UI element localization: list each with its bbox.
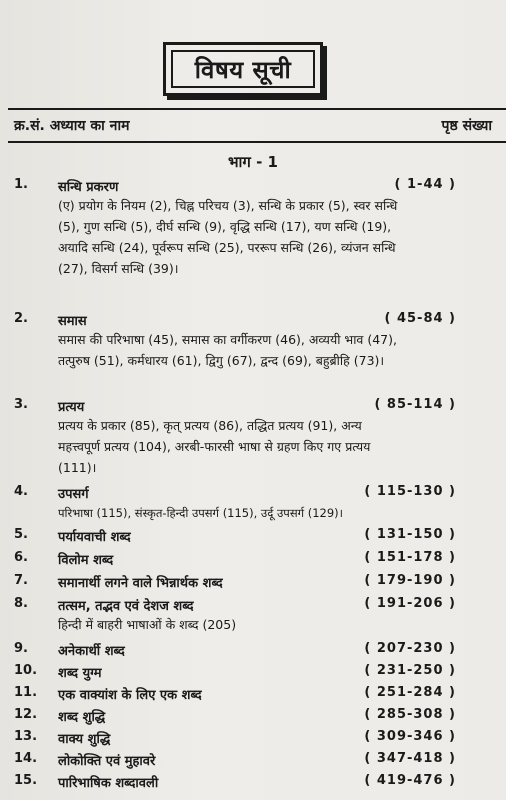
entry-title: अनेकार्थी शब्द (58, 644, 125, 659)
entry-pages: ( 45-84 ) (384, 311, 456, 326)
entry-number: 6. (14, 550, 28, 565)
entry-title: सन्धि प्रकरण (58, 180, 119, 195)
entry-pages: ( 309-346 ) (364, 729, 456, 744)
entry-number: 14. (14, 751, 38, 766)
entry-title: प्रत्यय (58, 400, 85, 415)
entry-title: समानार्थी लगने वाले भिन्नार्थक शब्द (58, 576, 223, 591)
title-box (163, 42, 323, 96)
entry-number: 8. (14, 596, 28, 611)
entry-title: समास (58, 314, 87, 329)
entry-title: तत्सम, तद्भव एवं देशज शब्द (58, 599, 194, 614)
entry-details: प्रत्यय के प्रकार (85), कृत् प्रत्यय (86), तद्धित प्रत्यय (91), अन्य महत्त्वपूर्ण प्रत्यय (104), अरबी-फारसी भाषा से ग्रहण किए गए प्रत्यय (111)। (58, 418, 371, 475)
entry-title: लोकोक्ति एवं मुहावरे (58, 754, 156, 769)
entry-pages: ( 419-476 ) (364, 773, 456, 788)
entry-number: 7. (14, 573, 28, 588)
entry-pages: ( 231-250 ) (364, 663, 456, 678)
entry-pages: ( 179-190 ) (364, 573, 456, 588)
entry-number: 11. (14, 685, 38, 700)
header-bottom-rule (8, 141, 506, 143)
entry-title: पर्यायवाची शब्द (58, 530, 131, 545)
entry-title: एक वाक्यांश के लिए एक शब्द (58, 688, 202, 703)
entry-number: 3. (14, 397, 28, 412)
entry-title: पारिभाषिक शब्दावली (58, 776, 159, 791)
entry-title: विलोम शब्द (58, 553, 114, 568)
entry-number: 4. (14, 484, 28, 499)
entry-pages: ( 1-44 ) (394, 177, 456, 192)
entry-number: 12. (14, 707, 38, 722)
entry-pages: ( 191-206 ) (364, 596, 456, 611)
entry-pages: ( 207-230 ) (364, 641, 456, 656)
header-chapter-name: क्र.सं. अध्याय का नाम (14, 118, 130, 134)
entry-number: 5. (14, 527, 28, 542)
entry-pages: ( 85-114 ) (374, 397, 456, 412)
entry-title: शब्द शुद्धि (58, 710, 106, 725)
entry-pages: ( 151-178 ) (364, 550, 456, 565)
part-heading: भाग - 1 (228, 153, 278, 171)
entry-number: 13. (14, 729, 38, 744)
entry-number: 10. (14, 663, 38, 678)
header-page-number: पृष्ठ संख्या (441, 118, 492, 134)
entry-pages: ( 115-130 ) (364, 484, 456, 499)
entry-details: परिभाषा (115), संस्कृत-हिन्दी उपसर्ग (115), उर्दू उपसर्ग (129)। (58, 506, 344, 520)
entry-details: (ए) प्रयोग के नियम (2), चिह्न परिचय (3), सन्धि के प्रकार (5), स्वर सन्धि (5), गुण सन्धि (5), दीर्घ सन्धि (9), वृद्धि सन्धि (17), यण सन्धि (19), अयादि सन्धि (24), पूर्वरूप सन्धि (25), पररूप सन्धि (26), व्यंजन सन्धि (27), विसर्ग सन्धि (39)। (58, 198, 398, 276)
entry-number: 15. (14, 773, 38, 788)
entry-number: 2. (14, 311, 28, 326)
page-title: विषय सूची (171, 50, 315, 88)
entry-number: 1. (14, 177, 28, 192)
entry-title: उपसर्ग (58, 487, 89, 502)
entry-details: हिन्दी में बाहरी भाषाओं के शब्द (205) (58, 617, 237, 632)
entry-pages: ( 285-308 ) (364, 707, 456, 722)
header-top-rule (8, 108, 506, 110)
entry-title: वाक्य शुद्धि (58, 732, 111, 747)
entry-title: शब्द युग्म (58, 666, 102, 681)
entry-number: 9. (14, 641, 28, 656)
entry-details: समास की परिभाषा (45), समास का वर्गीकरण (46), अव्ययी भाव (47), तत्पुरुष (51), कर्मधारय (61), द्विगु (67), द्वन्द (69), बहुब्रीहि (73)। (58, 332, 397, 368)
entry-pages: ( 251-284 ) (364, 685, 456, 700)
entry-pages: ( 131-150 ) (364, 527, 456, 542)
entry-pages: ( 347-418 ) (364, 751, 456, 766)
